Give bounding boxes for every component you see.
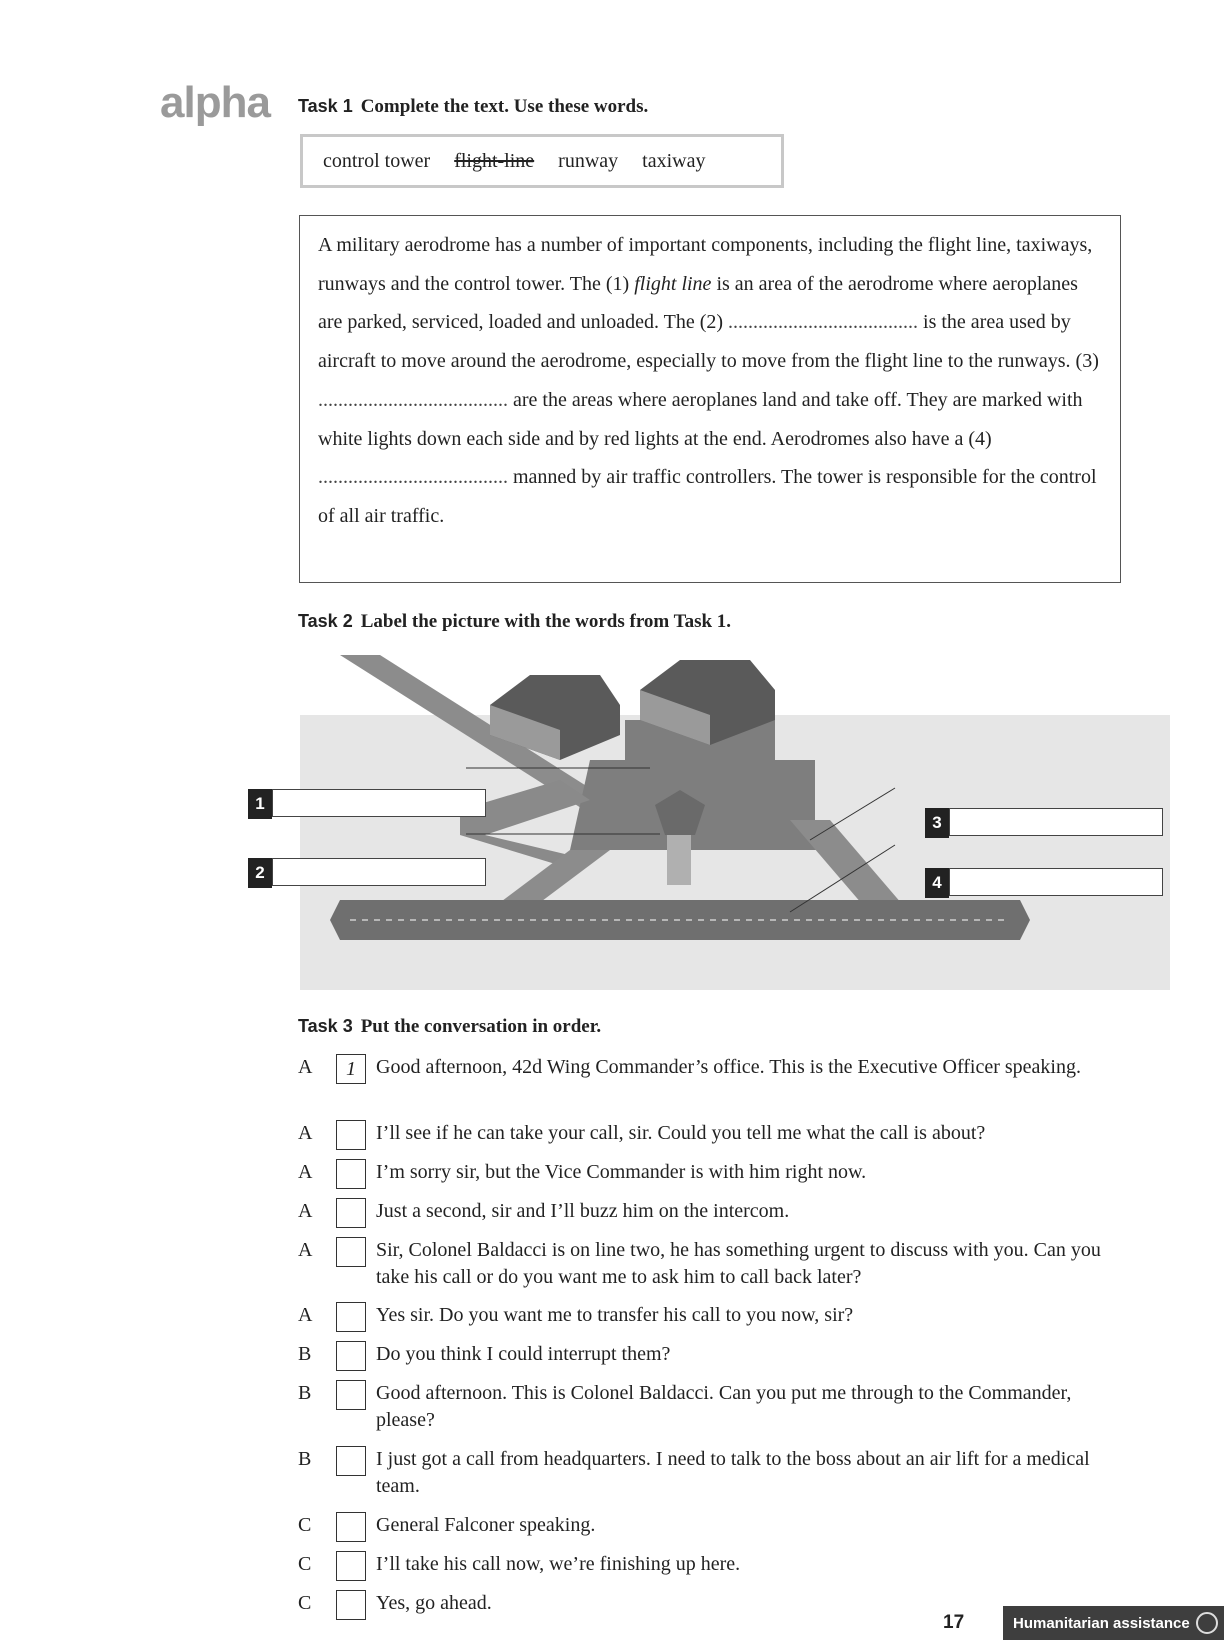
control-tower-shaft [667,835,691,885]
line-text: I just got a call from headquarters. I need to talk to the boss about an air lift for a medical team. [376,1448,1090,1497]
order-box[interactable] [336,1159,366,1189]
line-text: General Falconer speaking. [376,1514,596,1536]
line-text: I’ll take his call now, we’re finishing up here. [376,1553,741,1575]
task3-instruction: Put the conversation in order. [360,1016,602,1037]
blank-4[interactable]: ...................................... [318,466,508,489]
label-number-2: 2 [248,858,272,888]
blank-2[interactable]: ...................................... [728,311,919,334]
conversation-line [298,1341,1118,1368]
label-field-2[interactable] [272,858,486,886]
label-field-1[interactable] [272,789,486,817]
unit-title: Humanitarian assistance [1013,1614,1190,1632]
unit-title-band [1003,1606,1224,1640]
passage-segment: are the areas where aeroplanes land and take off. They are marked with white lights down each side and by red lights at the end. Aerodromes also have a [318,388,1083,450]
speaker-label: C [298,1592,312,1614]
passage-segment: is the area used by aircraft to move around the aerodrome, especially to move from the flight line to the runways. [318,311,1071,373]
word-bank-item: runway [558,149,619,172]
line-text: Do you think I could interrupt them? [376,1343,671,1365]
conversation-line [298,1302,1118,1329]
order-box[interactable] [336,1590,366,1620]
conversation-line [298,1512,1118,1539]
task1-instruction: Complete the text. Use these words. [360,96,649,117]
word-bank [300,134,784,188]
speaker-label: B [298,1343,312,1365]
passage-box [299,215,1121,583]
conversation-line [298,1380,1118,1434]
order-box[interactable] [336,1551,366,1581]
section-tag: alpha [160,78,270,127]
order-box[interactable] [336,1380,366,1410]
conversation-line [298,1198,1118,1225]
order-box[interactable] [336,1237,366,1267]
speaker-label: A [298,1239,313,1261]
conversation-line [298,1590,1118,1617]
passage [318,226,1102,536]
task2-instruction: Label the picture with the words from Task 1. [360,611,732,632]
label-field-3[interactable] [949,808,1163,836]
speaker-label: B [298,1382,312,1404]
line-text: Yes, go ahead. [376,1592,492,1614]
speaker-label: A [298,1304,313,1326]
task3-number: Task 3 [298,1016,353,1036]
line-text: Yes sir. Do you want me to transfer his call to you now, sir? [376,1304,854,1326]
task1-heading [298,96,648,118]
conversation-line [298,1237,1118,1291]
speaker-label: A [298,1056,313,1078]
task2-number: Task 2 [298,611,353,631]
order-box[interactable] [336,1120,366,1150]
task1-number: Task 1 [298,96,353,116]
line-text: Good afternoon, 42d Wing Commander’s office. This is the Executive Officer speaking. [376,1056,1081,1078]
passage-segment: manned by air traffic controllers. The tower is responsible for the control of all air traffic. [318,466,1097,527]
order-box[interactable] [336,1302,366,1332]
word-bank-item: control tower [323,149,431,172]
order-box[interactable] [336,1341,366,1371]
speaker-label: B [298,1448,312,1470]
passage-segment: is an area of the aerodrome where aeroplanes are parked, serviced, loaded and unloaded. The [318,272,1078,334]
speaker-label: A [298,1161,313,1183]
conversation-line [298,1159,1118,1186]
blank-number: (3) [1075,350,1099,373]
line-text: I’m sorry sir, but the Vice Commander is with him right now. [376,1161,867,1183]
blank-3[interactable]: ...................................... [318,388,508,411]
passage-segment: A military aerodrome has a number of important components, including the flight line, taxiways, runways and the control tower. The (1) [318,234,1093,295]
line-text: Good afternoon. This is Colonel Baldacci. Can you put me through to the Commander, please? [376,1382,1072,1431]
answer-1: flight line [634,272,712,295]
order-box[interactable]: 1 [336,1054,366,1084]
page-number: 17 [943,1612,965,1633]
line-text: I’ll see if he can take your call, sir. Could you tell me what the call is about? [376,1122,986,1144]
speaker-label: A [298,1200,313,1222]
label-number-3: 3 [925,808,949,838]
blank-number: (2) [699,311,724,334]
blank-number: (4) [968,427,992,450]
line-text: Sir, Colonel Baldacci is on line two, he has something urgent to discuss with you. Can you take his call or do you want me to ask him to call back later? [376,1239,1101,1288]
word-bank-item: taxiway [642,149,706,172]
conversation-line [298,1120,1118,1147]
order-box[interactable] [336,1512,366,1542]
speaker-label: A [298,1122,313,1144]
label-field-4[interactable] [949,868,1163,896]
conversation-line [298,1446,1118,1500]
line-text: Just a second, sir and I’ll buzz him on the intercom. [376,1200,790,1222]
task2-heading [298,611,731,633]
label-number-4: 4 [925,868,949,898]
task3-heading [298,1016,601,1038]
word-bank-item-struck: flight-line [454,149,535,172]
order-box[interactable] [336,1446,366,1476]
speaker-label: C [298,1553,312,1575]
label-number-1: 1 [248,789,272,819]
speaker-label: C [298,1514,312,1536]
conversation-line [298,1054,1118,1081]
unit-circle-icon [1196,1612,1218,1634]
order-box[interactable] [336,1198,366,1228]
conversation-line [298,1551,1118,1578]
